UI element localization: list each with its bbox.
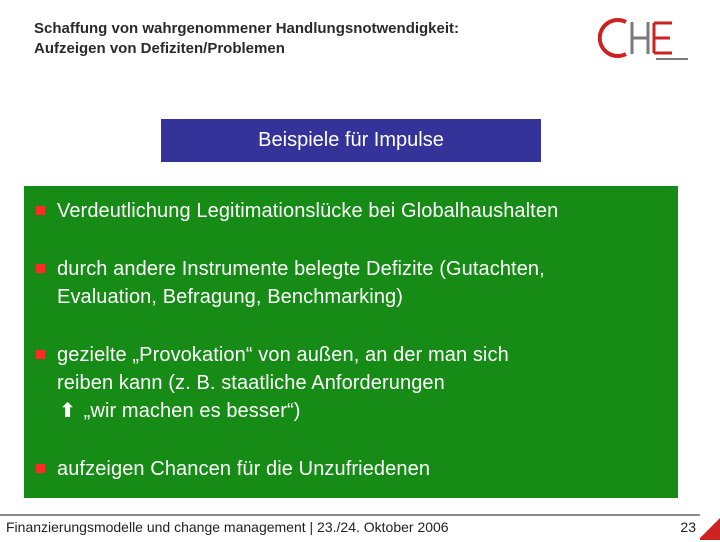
square-bullet-icon — [36, 464, 45, 473]
square-bullet-icon — [36, 350, 45, 359]
examples-panel — [24, 186, 678, 498]
bullet-item — [36, 197, 666, 225]
bullet-line: Verdeutlichung Legitimationslücke bei Globalhaushalten — [57, 200, 559, 222]
slide-title — [34, 19, 574, 59]
bullet-item — [36, 341, 666, 425]
slide-title-line-2: Aufzeigen von Defiziten/Problemen — [34, 40, 285, 57]
bullet-line: gezielte „Provokation“ von außen, an der man sich — [57, 344, 509, 366]
corner-triangle-icon — [700, 518, 720, 542]
square-bullet-icon — [36, 264, 45, 273]
page-number: 23 — [680, 519, 696, 535]
footer-divider — [0, 514, 700, 516]
bullet-item — [36, 455, 666, 483]
bullet-line-with-arrow — [36, 397, 666, 425]
bullet-line: reiben kann (z. B. staatliche Anforderungen — [57, 372, 445, 394]
bullet-line: durch andere Instrumente belegte Defizite (Gutachten, — [57, 258, 545, 280]
up-arrow-icon: ⬆ — [59, 400, 76, 422]
slide-title-line-1: Schaffung von wahrgenommener Handlungsnotwendigkeit: — [34, 20, 460, 37]
bullet-item — [36, 255, 666, 311]
bullet-line: Evaluation, Befragung, Benchmarking) — [57, 286, 404, 308]
impulse-heading-box: Beispiele für Impulse — [161, 119, 541, 162]
square-bullet-icon — [36, 206, 45, 215]
bullet-line: aufzeigen Chancen für die Unzufriedenen — [57, 458, 431, 480]
footer-text: Finanzierungsmodelle und change management | 23./24. Oktober 2006 — [6, 519, 449, 535]
bullet-line: „wir machen es besser“) — [83, 400, 301, 422]
che-logo — [598, 14, 690, 64]
